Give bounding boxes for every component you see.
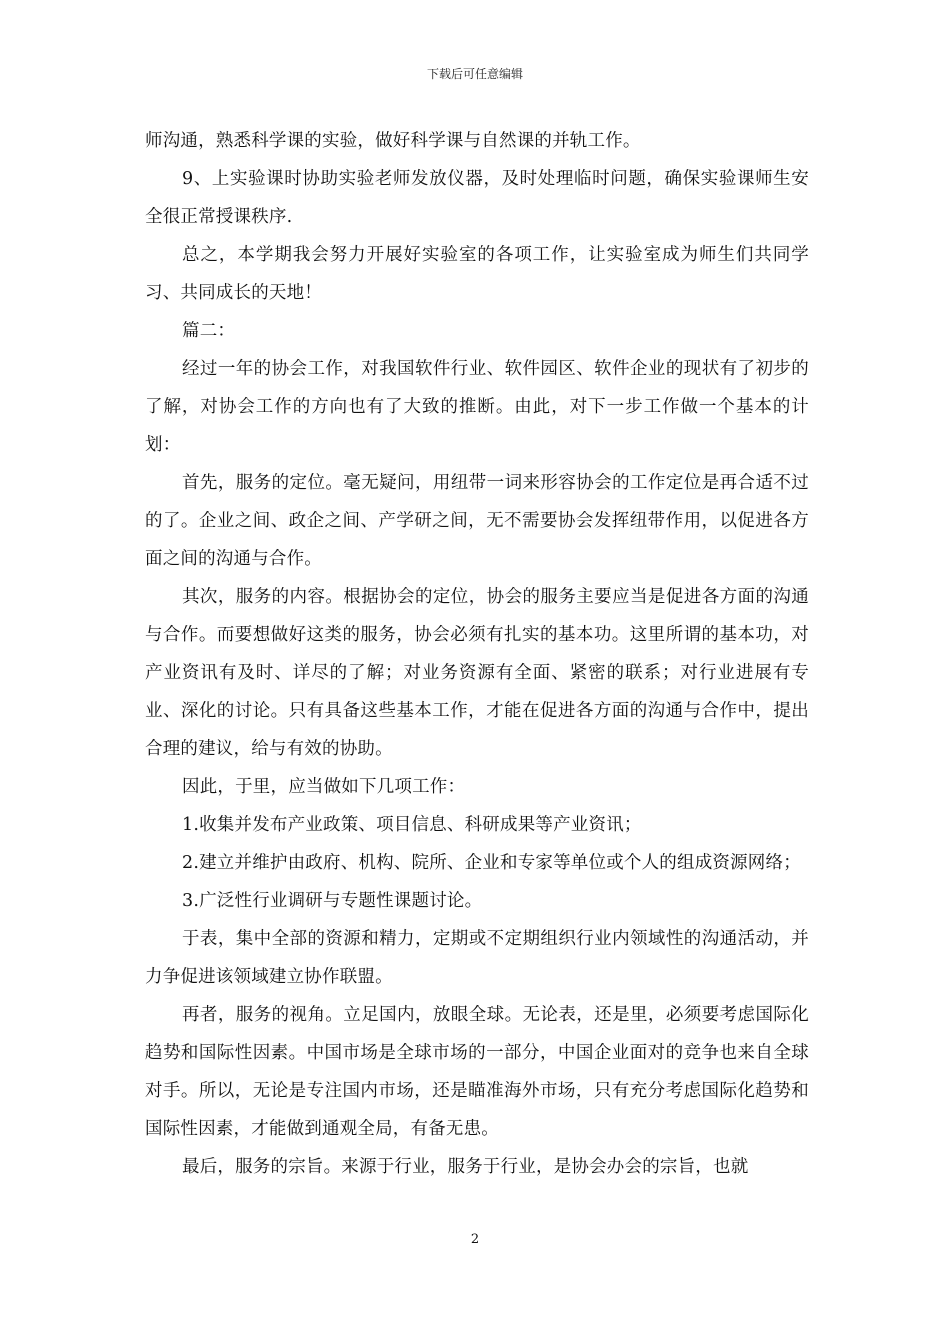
paragraph: 首先，服务的定位。毫无疑问，用纽带一词来形容协会的工作定位是再合适不过的了。企业之间、政企之间、产学研之间，无不需要协会发挥纽带作用，以促进各方面之间的沟通与合作。 — [145, 473, 809, 569]
page-header: 下载后可任意编辑 — [426, 67, 523, 81]
paragraph: 9、上实验课时协助实验老师发放仪器，及时处理临时问题，确保实验课师生安全很正常授课秩序. — [145, 169, 809, 227]
paragraph: 总之，本学期我会努力开展好实验室的各项工作，让实验室成为师生们共同学习、共同成长的天地！ — [145, 245, 809, 303]
page-number: 2 — [470, 1232, 480, 1247]
section-heading: 篇二： — [182, 321, 236, 341]
document-body — [145, 122, 809, 1186]
paragraph: 再者，服务的视角。立足国内，放眼全球。无论表，还是里，必须要考虑国际化趋势和国际性因素。中国市场是全球市场的一部分，中国企业面对的竞争也来自全球对手。所以，无论是专注国内市场，还是瞄准海外市场，只有充分考虑国际化趋势和国际性因素，才能做到通观全局，有备无患。 — [145, 1005, 809, 1139]
paragraph: 师沟通，熟悉科学课的实验，做好科学课与自然课的并轨工作。 — [145, 131, 641, 151]
list-item: 1.收集并发布产业政策、项目信息、科研成果等产业资讯； — [182, 815, 642, 835]
paragraph: 经过一年的协会工作，对我国软件行业、软件园区、软件企业的现状有了初步的了解，对协会工作的方向也有了大致的推断。由此，对下一步工作做一个基本的计划： — [145, 359, 809, 455]
list-item: 3.广泛性行业调研与专题性课题讨论。 — [182, 891, 483, 911]
paragraph: 于表，集中全部的资源和精力，定期或不定期组织行业内领域性的沟通活动，并力争促进该领域建立协作联盟。 — [145, 929, 809, 987]
paragraph: 其次，服务的内容。根据协会的定位，协会的服务主要应当是促进各方面的沟通与合作。而要想做好这类的服务，协会必须有扎实的基本功。这里所谓的基本功，对产业资讯有及时、详尽的了解；对业务资源有全面、紧密的联系；对行业进展有专业、深化的讨论。只有具备这些基本工作，才能在促进各方面的沟通与合作中，提出合理的建议，给与有效的协助。 — [145, 587, 809, 759]
paragraph: 因此，于里，应当做如下几项工作： — [182, 777, 466, 797]
list-item: 2.建立并维护由政府、机构、院所、企业和专家等单位或个人的组成资源网络； — [182, 853, 801, 873]
paragraph: 最后，服务的宗旨。来源于行业，服务于行业，是协会办会的宗旨，也就 — [182, 1157, 749, 1177]
